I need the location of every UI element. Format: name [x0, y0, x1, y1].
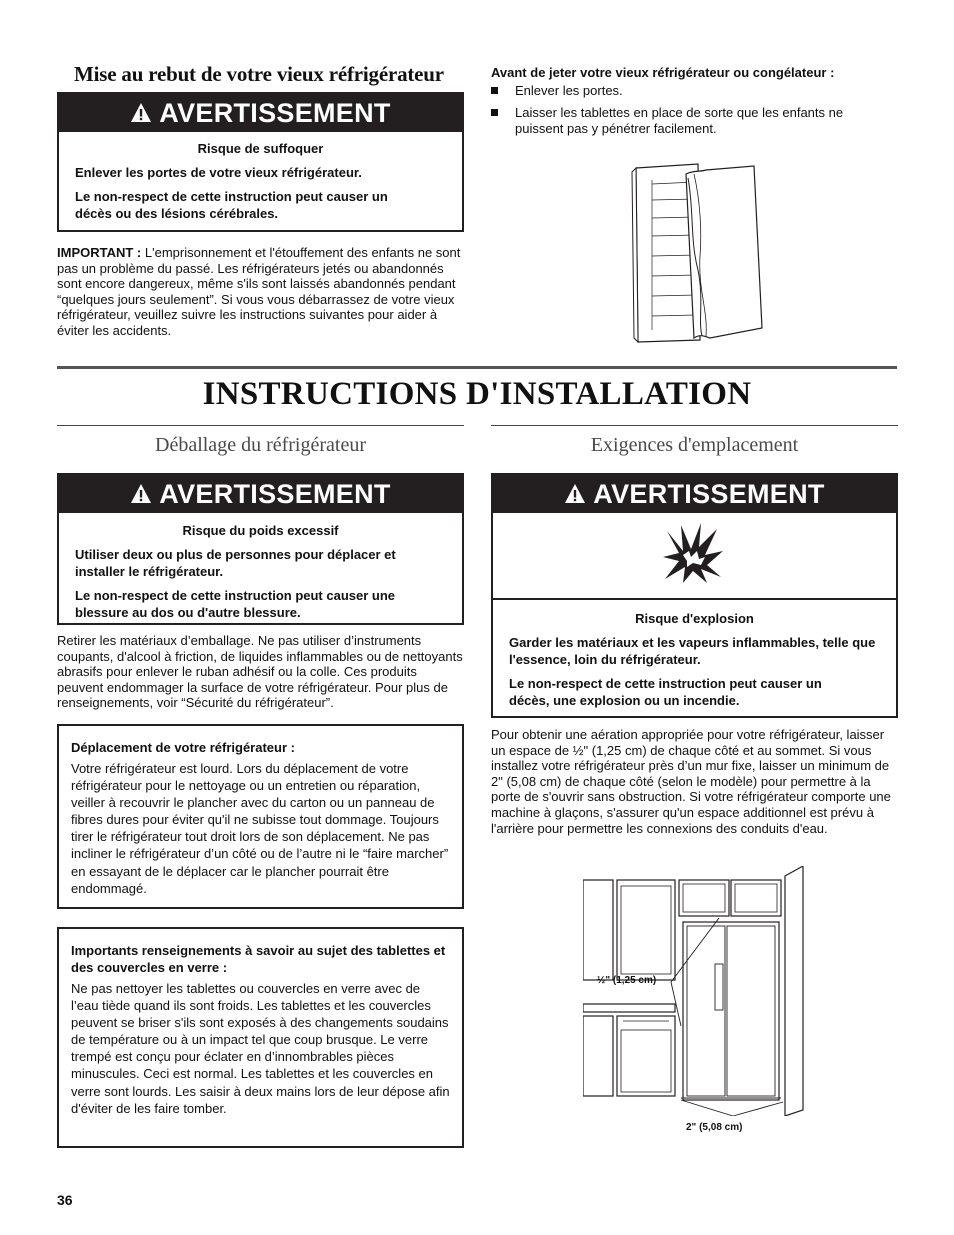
warning-line-2: Le non-respect de cette instruction peut causer une blessure au dos ou d'autre blessure. [75, 588, 396, 620]
warning-triangle-icon [564, 483, 586, 505]
important-text: L'emprisonnement et l'étouffement des enfants ne sont pas un problème du passé. Les réfrigérateurs jetés ou abandonnés sont encore dangereux, même s'ils sont laissés abandonnés pendant “quelques jours seulement”. Si vous vous débarrassez de votre vieux réfrigérateur, veuillez suivre les instructions suivantes pour aider à éviter les accidents. [57, 245, 461, 338]
two-inch-clearance-label: 2" (5,08 cm) [686, 1122, 743, 1133]
warning-line-2: Le non-respect de cette instruction peut causer un décès, une explosion ou un incendie. [509, 676, 822, 708]
important-paragraph [57, 245, 464, 339]
location-heading: Exigences d'emplacement [590, 434, 799, 456]
section-divider [57, 366, 897, 369]
disposal-bullets [491, 83, 891, 143]
warning-triangle-icon [130, 102, 152, 124]
important-label: IMPORTANT : [57, 245, 142, 260]
warning-banner-label: AVERTISSEMENT [593, 478, 825, 509]
location-paragraph: Pour obtenir une aération appropriée pour votre réfrigérateur, laisser un espace de ½" (1,25 cm) de chaque côté et au sommet. Si vous installez votre réfrigérateur près d’un mur fixe, laisser un minimum de 2" (5,08 cm) de chaque côté (selon le modèle) pour permettre à la porte de s'ouvrir sans obstruction. Si votre réfrigérateur comporte une machine à glaçons, s'assurer qu'un espace additionnel est prévu à l'arrière pour permettre les connexions des conduits d'eau. [491, 727, 891, 836]
warning-banner-label: AVERTISSEMENT [159, 478, 391, 509]
before-disposal-title: Avant de jeter votre vieux réfrigérateur ou congélateur : [491, 65, 835, 80]
glass-box-text: Ne pas nettoyer les tablettes ou couvercles en verre avec de l’eau tiède quand ils sont froids. Les tablettes et les couvercles peuvent se briser s'ils sont exposés à des changements soudains de température ou à un impact tel que coup brusque. Le verre trempé est conçu pour éclater en d’innombrables pièces minuscules. Ceci est normal. Les tablettes et les couvercles en verre sont lourds. Les saisir à deux mains lors de leur dépose afin d'éviter de les faire tomber. [71, 981, 450, 1116]
unpacking-heading: Déballage du réfrigérateur [155, 434, 366, 456]
unpacking-warning-box [57, 473, 464, 625]
disposal-warning-box [57, 92, 464, 232]
warning-banner [59, 94, 462, 132]
disposal-heading: Mise au rebut de votre vieux réfrigérateur [74, 62, 444, 86]
list-item: Laisser les tablettes en place de sorte que les enfants ne puissent pas y pénétrer facilement. [491, 105, 891, 137]
fridge-doors-removed-illustration [628, 160, 768, 350]
page-title: INSTRUCTIONS D'INSTALLATION [202, 376, 752, 412]
glass-info-box [57, 927, 464, 1148]
warning-line-2: Le non-respect de cette instruction peut causer un décès ou des lésions cérébrales. [75, 189, 388, 221]
right-section-rule [491, 425, 898, 426]
warning-risk: Risque de suffoquer [197, 141, 324, 156]
half-inch-clearance-label: ½" (1,25 cm) [597, 975, 657, 986]
moving-box-text: Votre réfrigérateur est lourd. Lors du déplacement de votre réfrigérateur pour le nettoyage ou un entretien ou réparation, veiller à recouvrir le plancher avec du carton ou un panneau de fibres dures pour éviter qu'il ne subisse tout dommage. Toujours tirer le réfrigérateur tout droit lors de son déplacement. Ne pas incliner le réfrigérateur d’un côté ou de l’autre ni le “faire marcher” en essayant de le déplacer car le plancher pourrait être endommagé. [71, 761, 449, 896]
installation-clearance-illustration [583, 866, 813, 1116]
page-number: 36 [57, 1192, 73, 1208]
unpacking-paragraph: Retirer les matériaux d’emballage. Ne pas utiliser d’instruments coupants, d'alcool à friction, de liquides inflammables ou de nettoyants abrasifs pour enlever le ruban adhésif ou la colle. Ces produits peuvent endommager la surface de votre réfrigérateur. Pour plus de renseignements, voir “Sécurité du réfrigérateur”. [57, 633, 463, 711]
warning-banner [493, 475, 896, 513]
moving-info-box [57, 724, 464, 909]
warning-line-1: Garder les matériaux et les vapeurs inflammables, telle que l'essence, loin du réfrigérateur. [509, 635, 876, 667]
glass-box-title: Importants renseignements à savoir au sujet des tablettes et des couvercles en verre : [71, 943, 446, 975]
left-section-rule [57, 425, 464, 426]
warning-line-1: Enlever les portes de votre vieux réfrigérateur. [75, 165, 362, 180]
warning-triangle-icon [130, 483, 152, 505]
explosion-icon [661, 521, 727, 587]
warning-risk: Risque du poids excessif [182, 523, 339, 538]
warning-banner-label: AVERTISSEMENT [159, 97, 391, 128]
moving-box-title: Déplacement de votre réfrigérateur : [71, 740, 295, 755]
warning-banner [59, 475, 462, 513]
list-item: Enlever les portes. [491, 83, 891, 99]
warning-line-1: Utiliser deux ou plus de personnes pour déplacer et installer le réfrigérateur. [75, 547, 396, 579]
warning-risk: Risque d'explosion [635, 611, 754, 626]
location-warning-box [491, 473, 898, 718]
